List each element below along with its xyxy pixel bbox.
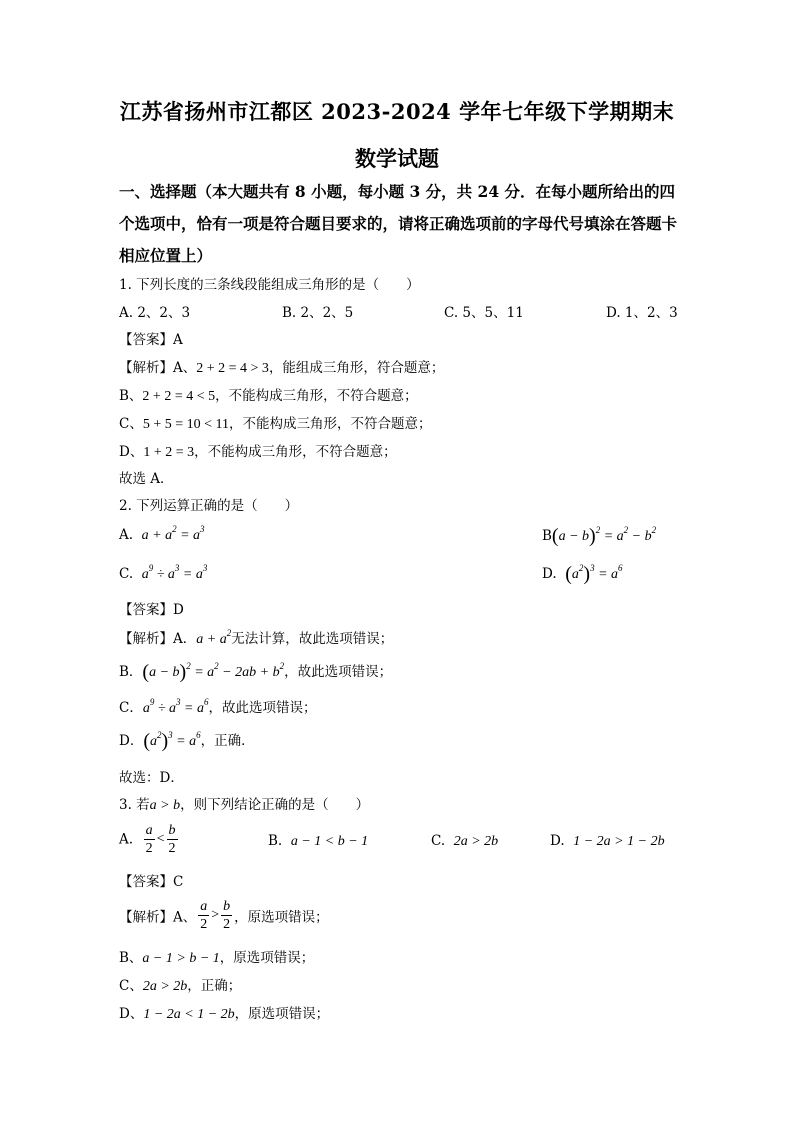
analysis-label: 【解析】A、	[119, 360, 197, 376]
analysis-label: C、	[119, 416, 143, 432]
analysis-label: D、	[119, 1006, 144, 1022]
option-label: C.	[119, 566, 134, 582]
q3-option-a: A. $\frac{a}{2}$ < $\frac{b}{2}$	[119, 823, 176, 856]
analysis-text: ，故此选项错误；	[284, 664, 393, 680]
option-label: C.	[431, 833, 446, 849]
q3-analysis-d	[119, 1002, 329, 1023]
analysis-text: 无法计算，故此选项错误；	[231, 631, 394, 647]
q1-option-d: D. 1、2、3	[606, 305, 678, 321]
analysis-label: 【解析】A．	[119, 631, 197, 647]
q2-analysis-a	[119, 627, 393, 648]
analysis-label: D．	[119, 733, 144, 749]
q3-analysis-b	[119, 946, 314, 967]
math-expr: $(a^2)^3 = a^6$	[143, 730, 201, 752]
analysis-label: D、	[119, 444, 144, 460]
q2-option-b	[542, 525, 656, 548]
q3-stem	[119, 793, 369, 814]
analysis-text: ，不能构成三角形，不符合题意；	[194, 444, 397, 460]
q1-analysis-b	[119, 384, 418, 405]
q2-choose: 故选：D．	[119, 770, 184, 786]
q1-option-a: A. 2、2、3	[119, 305, 191, 321]
analysis-text: ，原选项错误；	[234, 909, 329, 926]
math-expr: 2 + 2 = 4 < 5	[142, 389, 216, 404]
analysis-text: ，故此选项错误；	[208, 700, 317, 716]
q2-analysis-b	[119, 660, 392, 684]
q1-analysis-d	[119, 440, 397, 461]
math-expr: 2a > 2b	[453, 834, 499, 849]
analysis-text: ，原选项错误；	[234, 1006, 330, 1022]
math-expr: 1 + 2 = 3	[143, 445, 195, 460]
math-expr: $a^9 \div a^3 = a^3$	[141, 563, 208, 582]
fraction: $\frac{a}{2}$	[145, 823, 153, 856]
q2-answer: 【答案】D	[119, 602, 184, 618]
q1-option-c: C. 5、5、11	[444, 305, 524, 321]
option-label: D.	[542, 566, 557, 582]
q1-analysis-c	[119, 412, 432, 433]
option-label: D.	[550, 833, 565, 849]
q2-option-a	[119, 524, 205, 544]
math-expr: a − 1 < b − 1	[290, 834, 369, 849]
math-expr: 1 − 2a > 1 − 2b	[573, 834, 665, 849]
math-expr: $(a - b)^2 = a^2 - b^2$	[551, 525, 657, 547]
math-expr: $a + a^2 = a^3$	[141, 524, 205, 543]
q2-option-d	[542, 563, 623, 586]
option-label: B.	[268, 833, 283, 849]
math-expr: $a^9 \div a^3 = a^6$	[142, 697, 209, 716]
q3-option-d	[550, 833, 665, 850]
analysis-text: ，不能构成三角形，不符合题意；	[215, 388, 418, 404]
q3-analysis-c	[119, 974, 241, 995]
fraction: $\frac{a}{2}$	[200, 899, 208, 932]
math-expr: a − 1 > b − 1	[142, 951, 220, 966]
stem-text: ，则下列结论正确的是（ ）	[180, 797, 370, 813]
analysis-label: 【解析】A、	[119, 909, 197, 926]
option-label: A.	[119, 527, 134, 543]
analysis-text: ，正确；	[187, 978, 242, 994]
analysis-label: C、	[119, 978, 143, 994]
math-expr: 1 − 2a < 1 − 2b	[143, 1007, 235, 1022]
fraction: $\frac{b}{2}$	[168, 823, 176, 856]
q3-analysis-a: 【解析】A、 $\frac{a}{2}$ > $\frac{b}{2}$ ，原选项错误；	[119, 899, 329, 932]
q2-option-c	[119, 563, 208, 583]
option-label: A.	[119, 831, 134, 848]
q3-answer: 【答案】C	[119, 874, 184, 890]
q3-option-b	[268, 833, 368, 850]
q1-option-b: B. 2、2、5	[282, 305, 354, 321]
stem-text: 3. 若	[119, 797, 150, 813]
doc-subtitle: 数学试题	[355, 146, 439, 171]
math-expr: 2a > 2b	[142, 979, 188, 994]
doc-title: 江苏省扬州市江都区 2023-2024 学年七年级下学期期末	[119, 99, 675, 124]
analysis-text: ，不能构成三角形，不符合题意；	[229, 416, 432, 432]
q1-answer: 【答案】A	[119, 332, 183, 348]
math-expr: $a + a^2$	[196, 628, 232, 647]
section-heading: 一、选择题（本大题共有 8 小题，每小题 3 分，共 24 分．在每小题所给出的四个选项中，恰有一项是符合题目要求的，请将正确选项前的字母代号填涂在答题卡相应位置上）	[119, 182, 678, 265]
fraction: $\frac{b}{2}$	[223, 899, 231, 932]
analysis-label: B、	[119, 950, 143, 966]
math-expr: a > b	[149, 798, 181, 813]
math-expr: $(a^2)^3 = a^6$	[565, 563, 623, 585]
q1-choose: 故选 A．	[119, 471, 174, 487]
q1-analysis-a	[119, 356, 444, 377]
q2-analysis-c	[119, 696, 316, 717]
analysis-label: C．	[119, 700, 143, 716]
q2-stem: 2. 下列运算正确的是（ ）	[119, 498, 299, 514]
analysis-text: ，能组成三角形，符合题意；	[268, 360, 445, 376]
option-label: B	[542, 528, 552, 544]
q2-analysis-d	[119, 729, 255, 753]
analysis-label: B．	[119, 664, 143, 680]
q3-option-c	[431, 833, 498, 850]
math-expr: 2 + 2 = 4 > 3	[196, 361, 269, 376]
math-expr: 5 + 5 = 10 < 11	[142, 417, 230, 432]
math-expr: $(a - b)^2 = a^2 - 2ab + b^2$	[142, 661, 285, 683]
analysis-label: B、	[119, 388, 143, 404]
analysis-text: ，原选项错误；	[219, 950, 315, 966]
q1-stem: 1. 下列长度的三条线段能组成三角形的是（ ）	[119, 277, 420, 293]
analysis-text: ，正确．	[200, 733, 255, 749]
